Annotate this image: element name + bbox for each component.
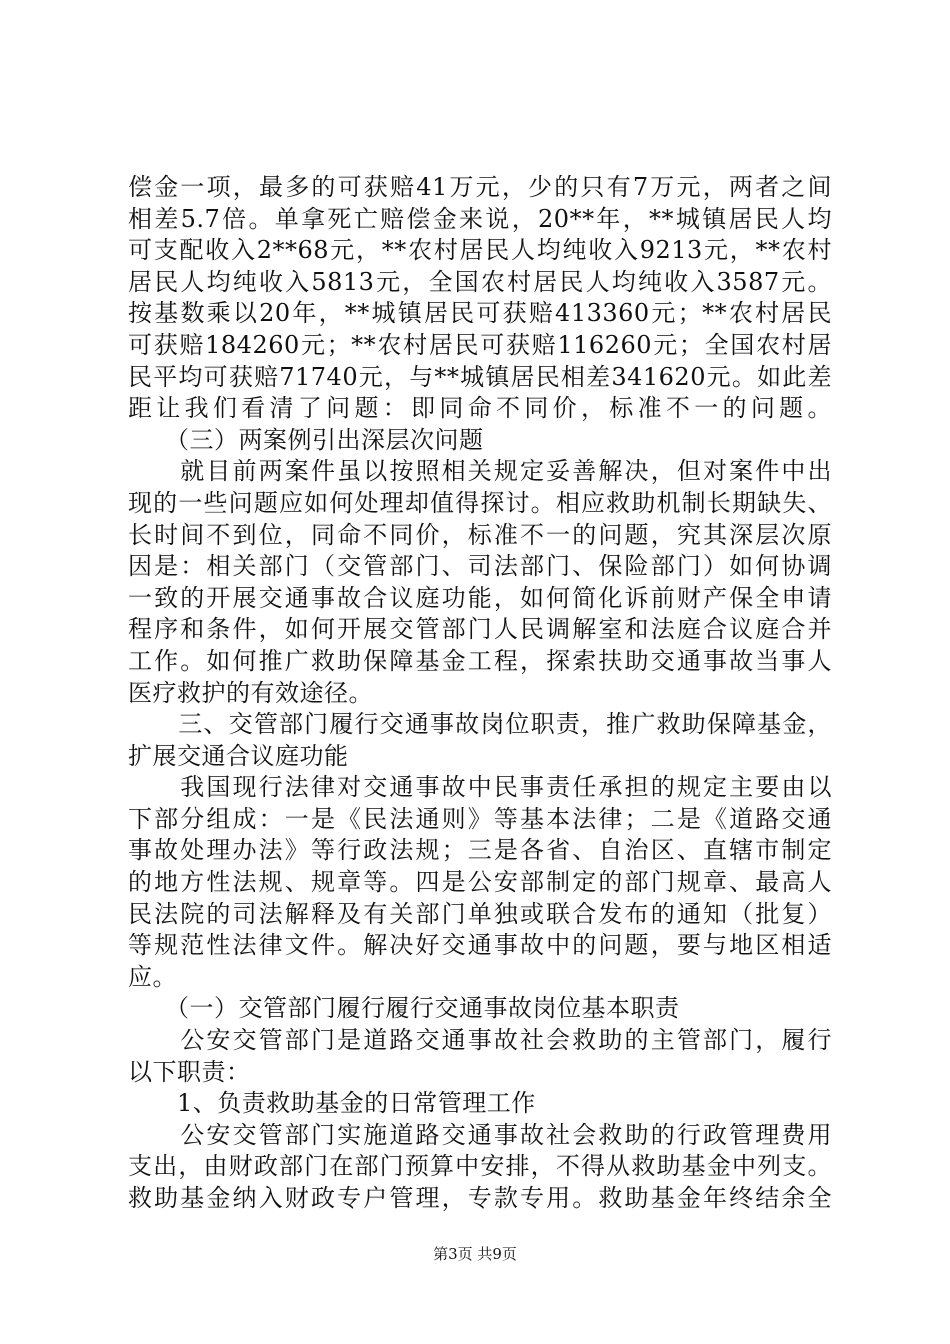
text-line: 偿金一项，最多的可获赔41万元，少的只有7万元，两者之间 bbox=[128, 173, 832, 201]
text-line: 三、交管部门履行交通事故岗位职责，推广救助保障基金， bbox=[128, 710, 832, 739]
body-text bbox=[128, 172, 832, 1215]
page-footer: 第3页 共9页 bbox=[433, 1245, 517, 1263]
text-line: 扩展交通合议庭功能 bbox=[128, 741, 349, 770]
text-line: 因是：相关部门（交管部门、司法部门、保险部门）如何协调 bbox=[128, 552, 832, 581]
text-line: 按基数乘以20年，**城镇居民可获赔413360元；**农村居民 bbox=[128, 299, 832, 328]
text-line: 可支配收入2**68元，**农村居民人均纯收入9213元，**农村 bbox=[128, 236, 832, 265]
text-line: 居民人均纯收入5813元，全国农村居民人均纯收入3587元。 bbox=[128, 267, 832, 296]
text-line: 工作。如何推广救助保障基金工程，探索扶助交通事故当事人 bbox=[128, 646, 832, 675]
text-line: 可获赔184260元；**农村居民可获赔116260元；全国农村居 bbox=[128, 330, 832, 359]
text-line: 以下职责： bbox=[128, 1057, 251, 1086]
text-line: 我国现行法律对交通事故中民事责任承担的规定主要由以 bbox=[128, 773, 832, 802]
text-line: 公安交管部门是道路交通事故社会救助的主管部门，履行 bbox=[128, 1026, 832, 1055]
text-line: 民法院的司法解释及有关部门单独或联合发布的通知（批复） bbox=[128, 899, 832, 928]
text-line: 现的一些问题应如何处理却值得探讨。相应救助机制长期缺失、 bbox=[128, 488, 832, 517]
text-line: 的地方性法规、规章等。四是公安部制定的部门规章、最高人 bbox=[128, 868, 832, 897]
text-line: 公安交管部门实施道路交通事故社会救助的行政管理费用 bbox=[128, 1120, 832, 1149]
text-line: 民平均可获赔71740元，与**城镇居民相差341620元。如此差 bbox=[128, 362, 832, 391]
text-line: 救助基金纳入财政专户管理，专款专用。救助基金年终结余全 bbox=[128, 1184, 832, 1212]
text-line: （三）两案例引出深层次问题 bbox=[128, 425, 484, 454]
text-line: 等规范性法律文件。解决好交通事故中的问题，要与地区相适 bbox=[128, 931, 832, 960]
text-line: 长时间不到位，同命不同价，标准不一的问题，究其深层次原 bbox=[128, 520, 832, 549]
text-line: 一致的开展交通事故合议庭功能，如何简化诉前财产保全申请 bbox=[128, 583, 832, 612]
text-line: 1、负责救助基金的日常管理工作 bbox=[128, 1089, 536, 1118]
text-line: 事故处理办法》等行政法规；三是各省、自治区、直辖市制定 bbox=[128, 836, 832, 865]
text-line: 距让我们看清了问题：即同命不同价，标准不一的问题。 bbox=[128, 394, 832, 423]
text-line: 应。 bbox=[128, 962, 177, 991]
text-line: 医疗救护的有效途径。 bbox=[128, 678, 373, 707]
text-line: 就目前两案件虽以按照相关规定妥善解决，但对案件中出 bbox=[128, 457, 832, 486]
text-line: 相差5.7倍。单拿死亡赔偿金来说，20**年，**城镇居民人均 bbox=[128, 204, 832, 233]
text-line: 下部分组成：一是《民法通则》等基本法律；二是《道路交通 bbox=[128, 804, 832, 833]
text-line: 程序和条件，如何开展交管部门人民调解室和法庭合议庭合并 bbox=[128, 615, 832, 644]
text-line: （一）交管部门履行履行交通事故岗位基本职责 bbox=[128, 994, 680, 1023]
text-line: 支出，由财政部门在部门预算中安排，不得从救助基金中列支。 bbox=[128, 1152, 832, 1181]
